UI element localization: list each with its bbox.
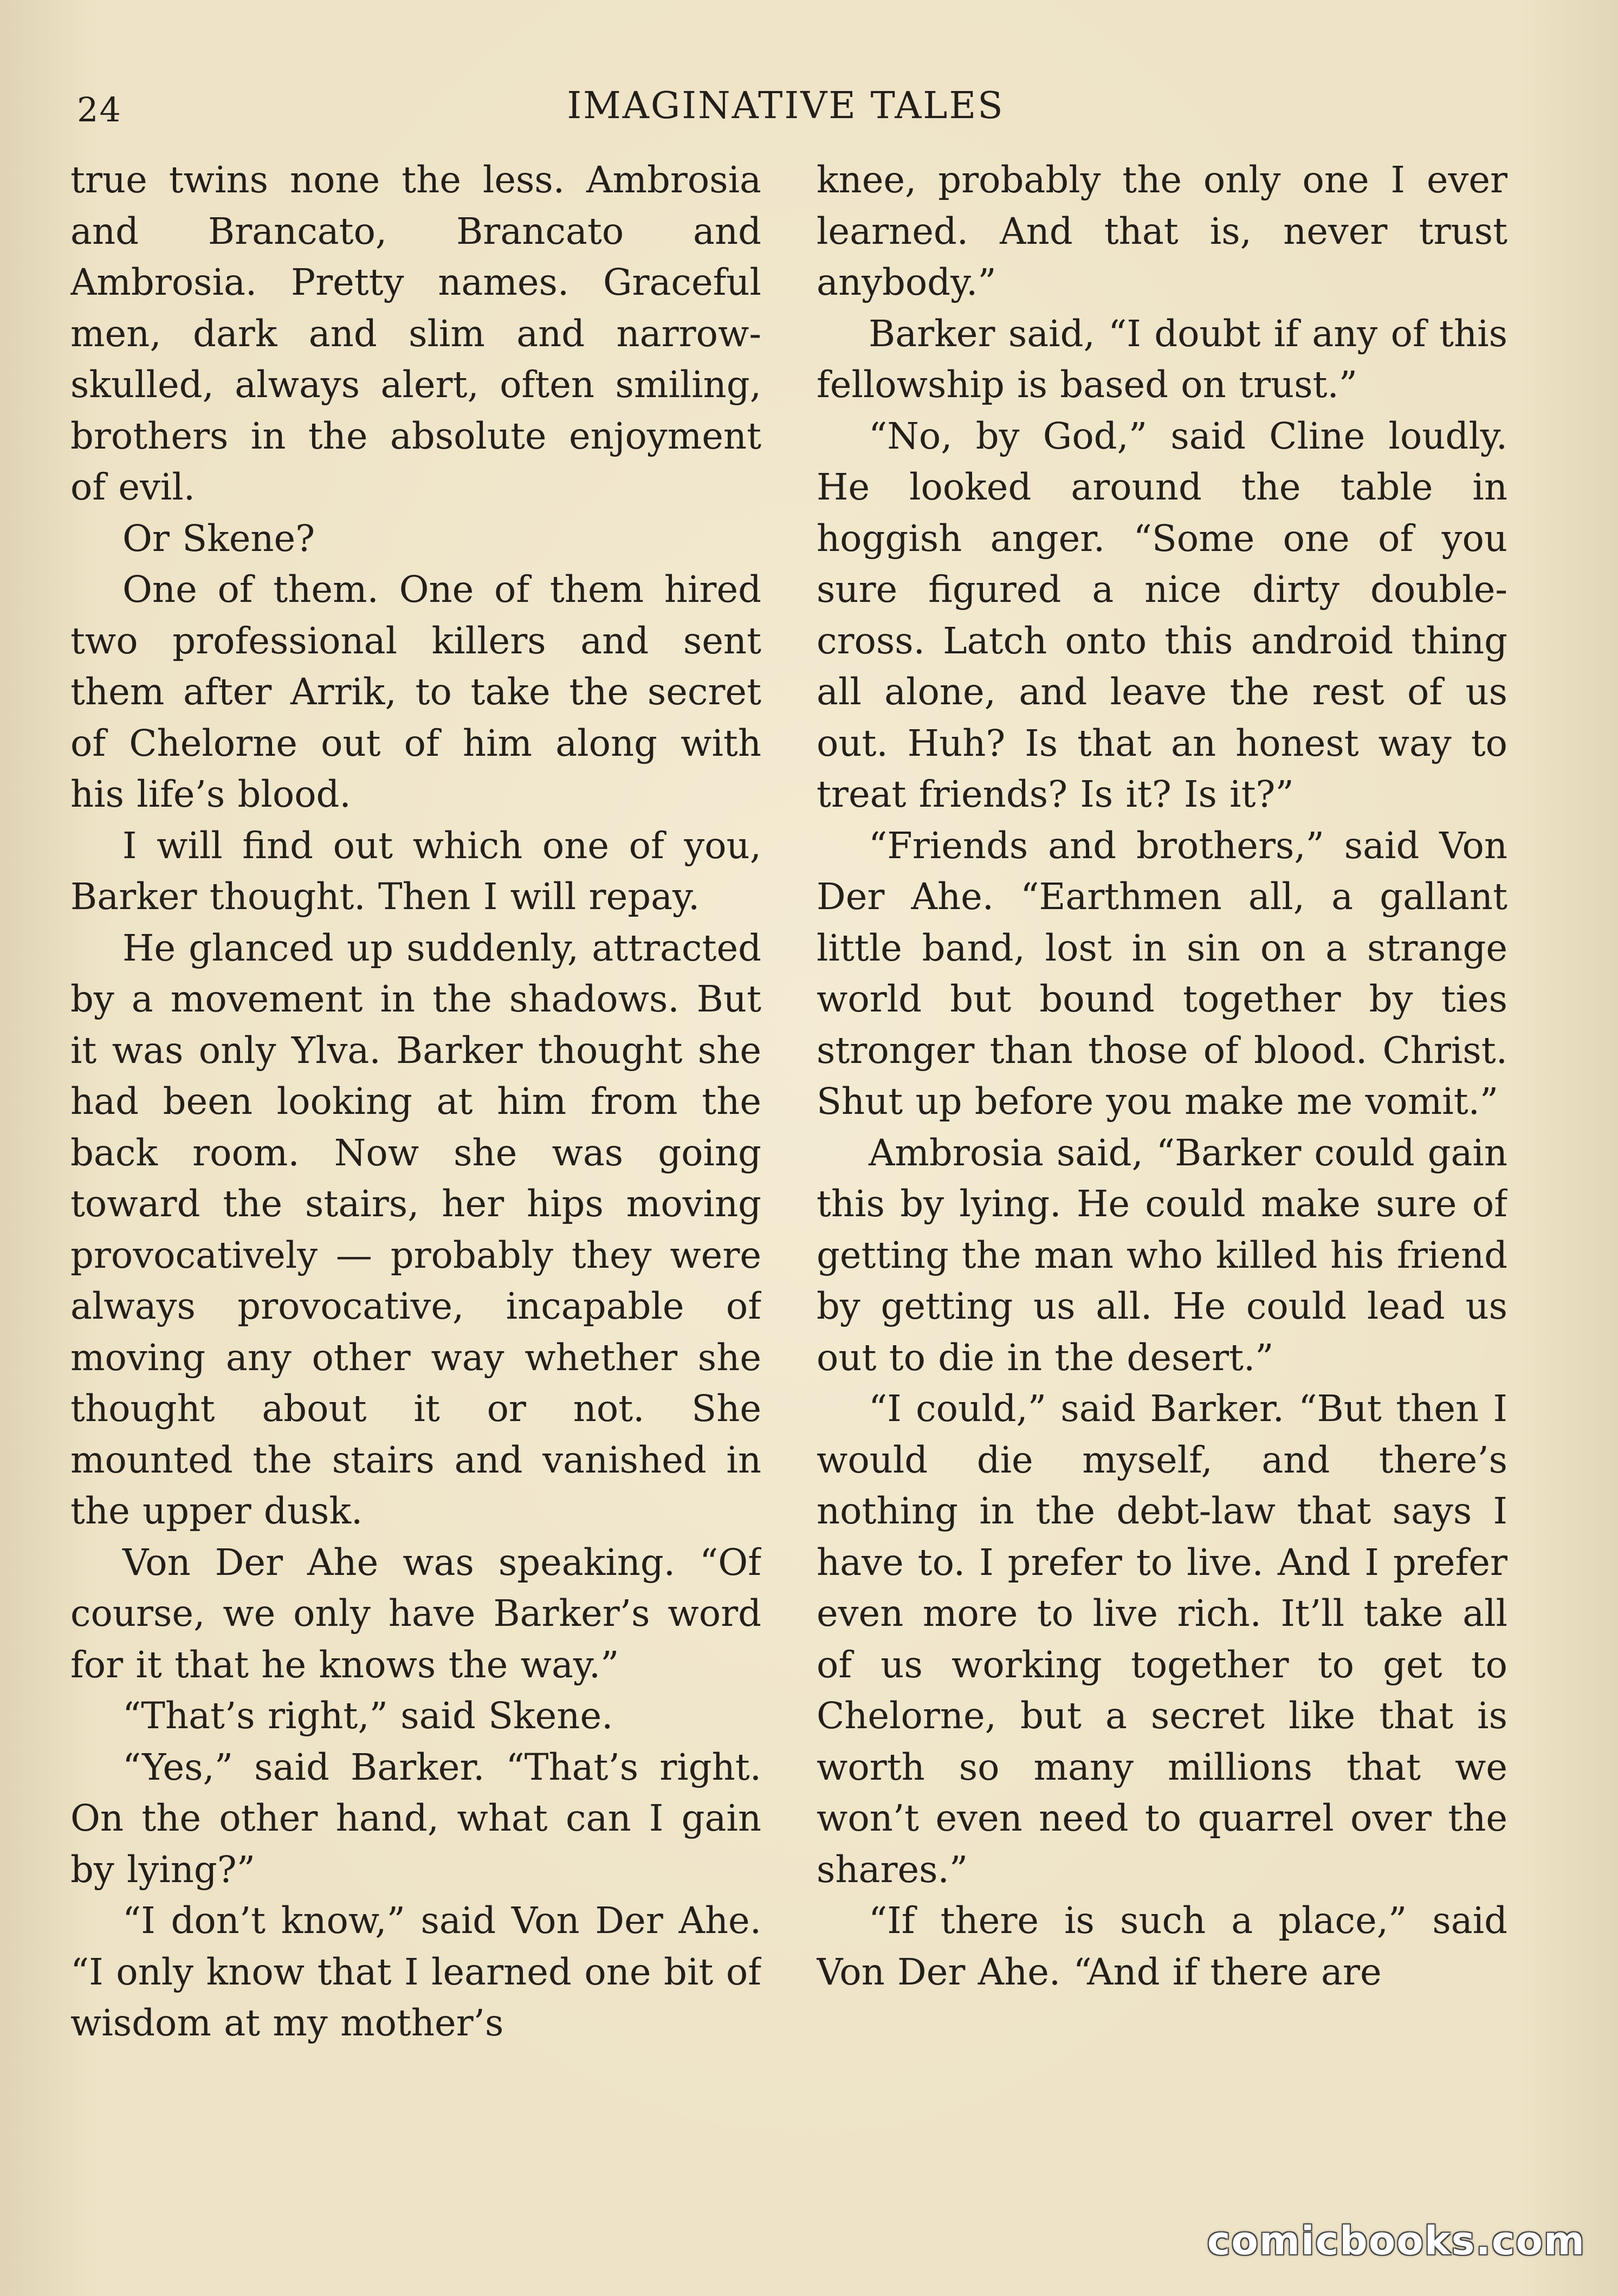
page-header: [70, 80, 1501, 134]
paragraph: true twins none the less. Ambrosia and Brancato, Brancato and Ambrosia. Pretty names. Graceful men, dark and slim and narrow-skulled, always alert, often smiling, brothers in the absolute enjoyment of evil.: [70, 159, 761, 508]
paragraph: Ambrosia said, “Barker could gain this by lying. He could make sure of getting the man who killed his friend by getting us all. He could lead us out to die in the desert.”: [817, 1131, 1507, 1379]
paragraph: Barker said, “I doubt if any of this fellowship is based on trust.”: [817, 312, 1507, 406]
paragraph: “If there is such a place,” said Von Der Ahe. “And if there are: [817, 1899, 1507, 1993]
text-columns: [70, 154, 1509, 2137]
paragraph: “Yes,” said Barker. “That’s right. On the other hand, what can I gain by lying?”: [70, 1746, 761, 1891]
paragraph: “I don’t know,” said Von Der Ahe. “I only know that I learned one bit of wisdom at my mother’s: [70, 1899, 761, 2044]
page-number: 24: [77, 90, 122, 129]
left-column: [70, 154, 761, 2137]
paragraph: I will find out which one of you, Barker thought. Then I will repay.: [70, 824, 761, 918]
paragraph: “That’s right,” said Skene.: [122, 1695, 613, 1737]
paragraph: Von Der Ahe was speaking. “Of course, we only have Barker’s word for it that he knows the way.”: [70, 1541, 761, 1686]
paragraph: Or Skene?: [122, 517, 315, 560]
running-title: IMAGINATIVE TALES: [567, 85, 1005, 127]
watermark: comicbooks.com: [1207, 2218, 1585, 2263]
paragraph: “No, by God,” said Cline loudly. He looked around the table in hoggish anger. “Some one of you sure figured a nice dirty double-cross. Latch onto this android thing all alone, and leave the rest of us out. Huh? Is that an honest way to treat friends? Is it? Is it?”: [817, 414, 1507, 815]
paragraph: One of them. One of them hired two professional killers and sent them after Arrik, to take the secret of Chelorne out of him along with his life’s blood.: [70, 568, 761, 815]
paragraph: knee, probably the only one I ever learned. And that is, never trust anybody.”: [817, 159, 1507, 303]
paragraph: He glanced up suddenly, attracted by a movement in the shadows. But it was only Ylva. Barker thought she had been looking at him from the back room. Now she was going toward the stairs, her hips moving provocatively — probably they were always provocative, incapable of moving any other way whether she thought about it or not. She mounted the stairs and vanished in the upper dusk.: [70, 926, 761, 1532]
paragraph: “I could,” said Barker. “But then I would die myself, and there’s nothing in the debt-law that says I have to. I prefer to live. And I prefer even more to live rich. It’ll take all of us working together to get to Chelorne, but a secret like that is worth so many millions that we won’t even need to quarrel over the shares.”: [817, 1387, 1507, 1891]
right-column: [817, 154, 1507, 2137]
paragraph: “Friends and brothers,” said Von Der Ahe. “Earthmen all, a gallant little band, lost in sin on a strange world but bound together by ties stronger than those of blood. Christ. Shut up before you make me vomit.”: [817, 824, 1507, 1123]
